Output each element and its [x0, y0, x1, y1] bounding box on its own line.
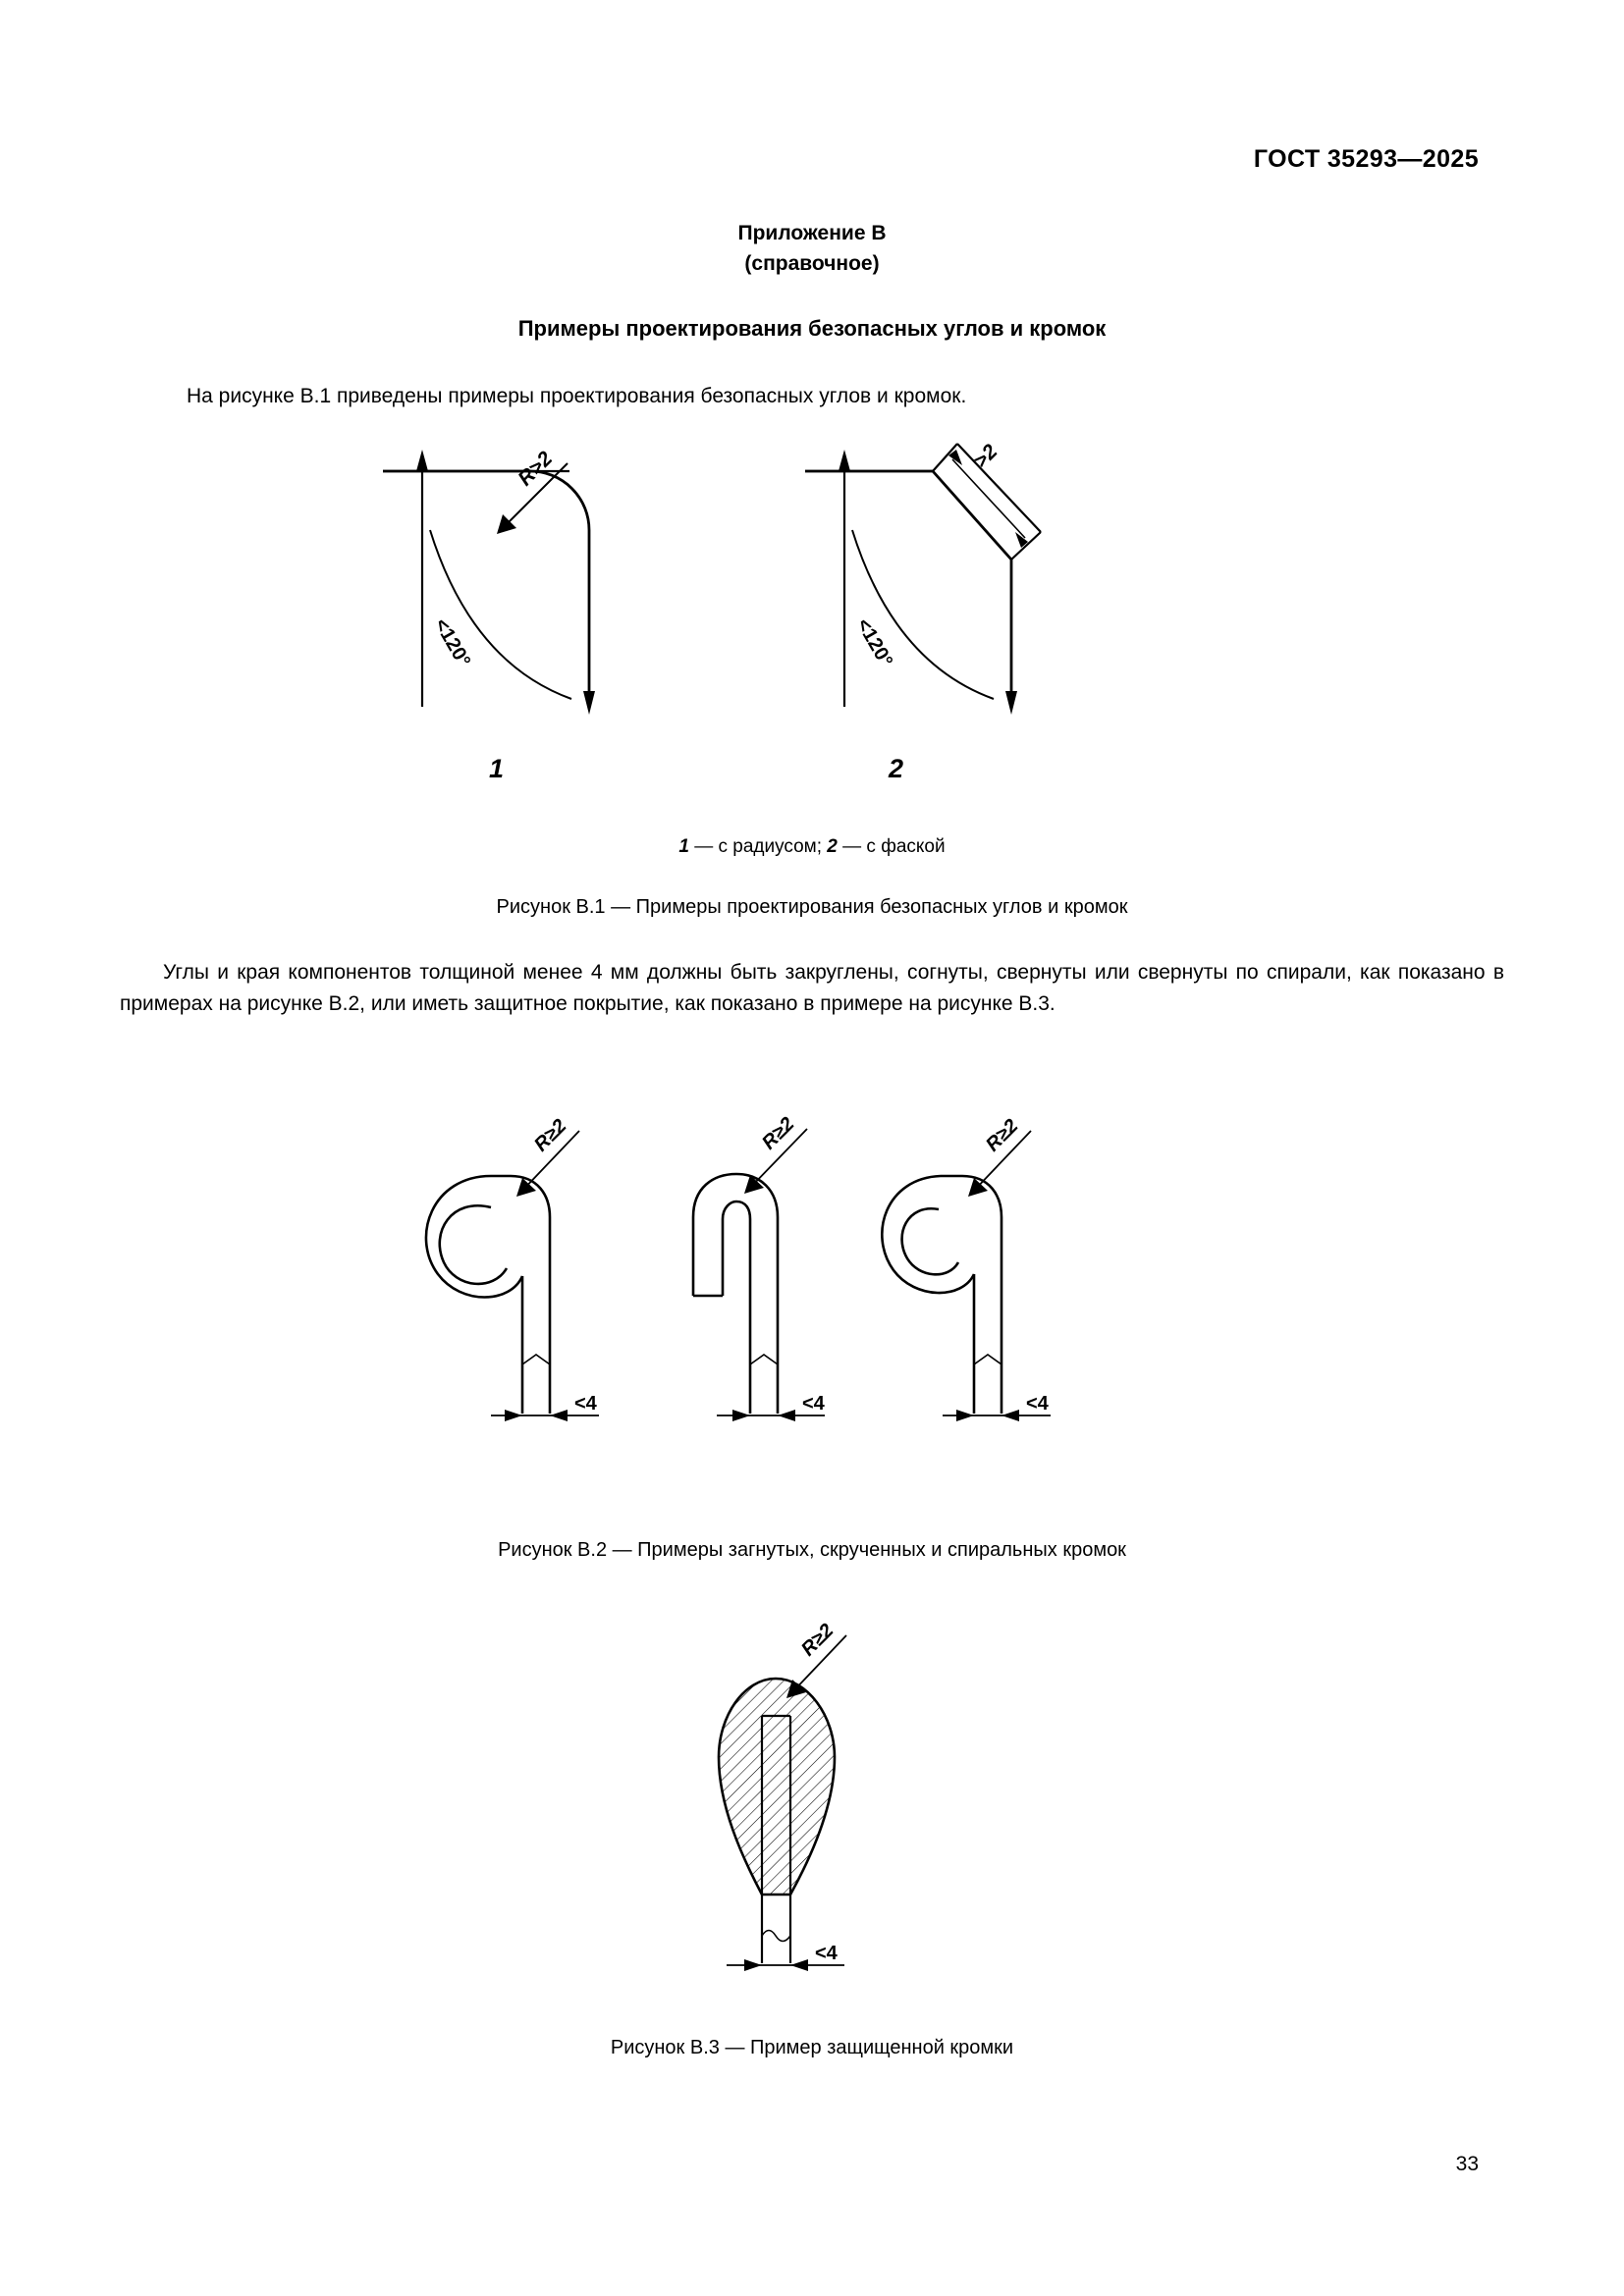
figure-b2-label-t2: <4: [802, 1393, 825, 1415]
standard-header: ГОСТ 35293—2025: [1253, 145, 1479, 173]
paragraph-intro: На рисунке В.1 приведены примеры проектирования безопасных углов и кромок.: [187, 385, 967, 407]
figure-b1-legend-num2: 2: [827, 836, 838, 857]
figure-b3-caption: Рисунок В.3 — Пример защищенной кромки: [610, 2037, 1014, 2058]
figure-b1-legend-text2: — с фаской: [837, 836, 946, 857]
appendix-title: [0, 218, 1624, 279]
figure-b3-shape: [719, 1620, 846, 1971]
section-heading: Примеры проектирования безопасных углов и кромок: [517, 316, 1107, 341]
appendix-title-line2: (справочное): [744, 252, 880, 275]
figure-b3-label-t: <4: [815, 1943, 838, 1964]
page-number: 33: [1455, 2153, 1479, 2175]
figure-b1-label-angle-right: <120°: [851, 614, 897, 671]
figure-b1-legend-text1: — с радиусом;: [688, 836, 828, 857]
figure-b1-label-angle-left: <120°: [429, 614, 475, 671]
figure-b1: [324, 412, 1306, 805]
figure-b1-label-radius: R>2: [514, 447, 558, 491]
figure-b2-shape1: [426, 1115, 599, 1421]
figure-b2-label-r1: R≥2: [529, 1115, 571, 1156]
figure-b1-item2-number: 2: [889, 754, 904, 783]
figure-b2-label-t3: <4: [1026, 1393, 1049, 1415]
figure-b1-item2-drawing: [805, 440, 1041, 715]
figure-b1-caption: Рисунок В.1 — Примеры проектирования безопасных углов и кромок: [496, 896, 1128, 918]
figure-b1-legend-num1: 1: [678, 836, 689, 857]
figure-b2-label-r2: R≥2: [757, 1113, 799, 1154]
paragraph-thin-edges: Углы и края компонентов толщиной менее 4 мм должны быть закруглены, согнуты, свернуты или свернуты по спирали, как показано в примерах на рисунке В.2, или иметь защитное покрытие, как показано в примере на рисунке В.3.: [120, 961, 1504, 1015]
figure-b1-legend: [0, 836, 1624, 858]
figure-b2-shape3: [882, 1115, 1051, 1421]
figure-b2-caption: Рисунок В.2 — Примеры загнутых, скрученных и спиральных кромок: [498, 1539, 1126, 1561]
figure-b1-item1-drawing: [383, 447, 595, 715]
figure-b1-label-chamfer: >2: [969, 440, 1002, 473]
figure-b3: [589, 1600, 1031, 2012]
figure-b2-label-r3: R≥2: [981, 1115, 1023, 1156]
figure-b2-shape2: [693, 1113, 826, 1421]
figure-b3-label-r: R≥2: [796, 1620, 839, 1661]
figure-b2-label-t1: <4: [574, 1393, 597, 1415]
figure-b2: [373, 1070, 1257, 1492]
appendix-title-line1: Приложение В: [737, 222, 887, 244]
figure-b1-item1-number: 1: [489, 754, 505, 783]
